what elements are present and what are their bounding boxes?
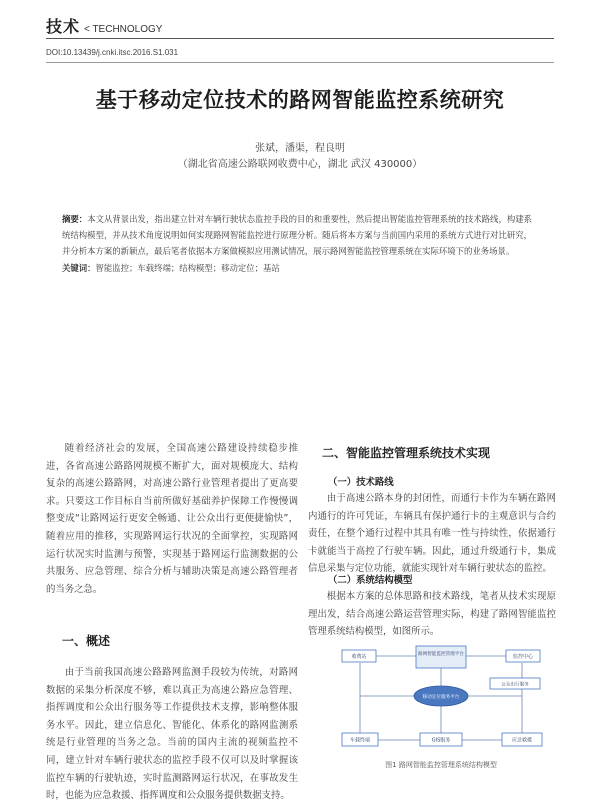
node-top-center [416,646,466,668]
doi[interactable]: DOI:10.13439/j.cnki.itsc.2016.S1.031 [46,48,179,57]
subsection1-body [308,490,556,578]
subsection1-paragraph: 由于高速公路本身的封闭性，而通行卡作为车辆在路网内通行的许可凭证，车辆具有保护通行卡的主观意识与合约责任，在整个通行过程中其具有唯一性与持续性，依据通行卡就能当于高控了行驶车辆。因此，通过升级通行卡，集成信息采集与定位功能，就能实现针对车辆行驶状态的监控。 [308,493,556,575]
paper-title: 基于移动定位技术的路网智能监控系统研究 [95,88,505,112]
section1-body [46,664,298,802]
abstract [62,211,532,259]
section-label: 技术 [46,17,81,36]
node-bottom-left-label: 车载终端 [349,737,371,744]
figure-caption: 图1 路网智能监控管理系统结构模型 [385,761,497,769]
node-center-label: 移动定位服务平台 [422,695,460,700]
abstract-label: 摘要： [62,214,88,224]
subsection1-heading: （一）技术路线 [328,477,394,488]
keywords-label: 关键词： [62,263,96,273]
node-left-top-label: 收费站 [351,654,367,660]
doi-rule [46,62,554,63]
node-bottom-mid-label: GIS服务 [431,737,451,744]
intro-paragraph: 随着经济社会的发展，全国高速公路建设持续稳步推进，各省高速公路路网规模不断扩大，面对规模庞大、结构复杂的高速公路路网，对高速公路行业管理者提出了更高要求。只要这工作目标自当前所做好基础养护保障工作慢慢调整变成“让路网运行更安全畅通、让公众出行更便捷愉快”，随着应用的推移，实现路网运行状况的全面掌控，实现路网运行状况实时监测与预警，实现基于路网运行监测数据的公共服务、应急管理、综合分析与辅助决策是高速公路管理者的当务之急。 [46,443,298,595]
left-column [46,440,298,598]
section1-heading: 一、概述 [62,634,111,648]
subsection2-paragraph: 根据本方案的总体思路和技术路线，笔者从技术实现原理出发，结合高速公路运营管理实际，构建了路网智能监控管理系统结构模型，如图所示。 [308,591,556,638]
node-far-right-label: 公众出行服务 [501,682,529,688]
authors: 张斌，潘渠，程良明 [255,143,345,154]
keywords [62,262,542,274]
keywords-text: 智能监控；车载终端；结构模型；移动定位；基站 [95,263,280,273]
node-top-center-label: 路网智能监控管理平台 [418,652,464,657]
node-bottom-right-label: 应急救援 [511,737,533,744]
section1-paragraph: 由于当前我国高速公路路网监测手段较为传统，对路网数据的采集分析深度不够，难以真正为高速公路应急管理、指挥调度和公众出行服务等工作提供技术支撑，影响整体服务水平。因此，建立信息化、智能化、体系化的路网监测系统是行业管理的当务之急。当前的国内主流的视频监控不同，建立针对车辆行驶状态的监控手段不仅可以及时掌握该监控车辆的行驶轨迹，实时监测路网运行状况，在事故发生时，也能为应急救援、指挥调度和公众服务提供数据支持。 [46,667,298,802]
section2-heading: 二、智能监控管理系统技术实现 [322,446,491,460]
node-right-top-label: 监控中心 [512,654,534,660]
section-header [46,14,162,36]
abstract-text: 本文从背景出发，指出建立针对车辆行驶状态监控手段的目的和重要性，然后提出智能监控管理系统的技术路线，构建系统结构模型，并从技术角度说明如何实现路网智能监控进行原理分析。随后将本方案与当前国内采用的系统方式进行对比研究，并分析本方案的新颖点，最后笔者依据本方案做模拟应用测试情况，展示路网智能监控管理系统在实际环境下的业务场景。 [62,214,533,256]
affiliation: （湖北省高速公路联网收费中心，湖北 武汉 430000） [177,159,423,170]
subsection2-heading: （二）系统结构模型 [328,575,413,586]
section-label-english: < TECHNOLOGY [84,24,163,35]
system-structure-figure [330,638,552,756]
header-rule [46,38,554,39]
subsection2-body [308,588,556,641]
